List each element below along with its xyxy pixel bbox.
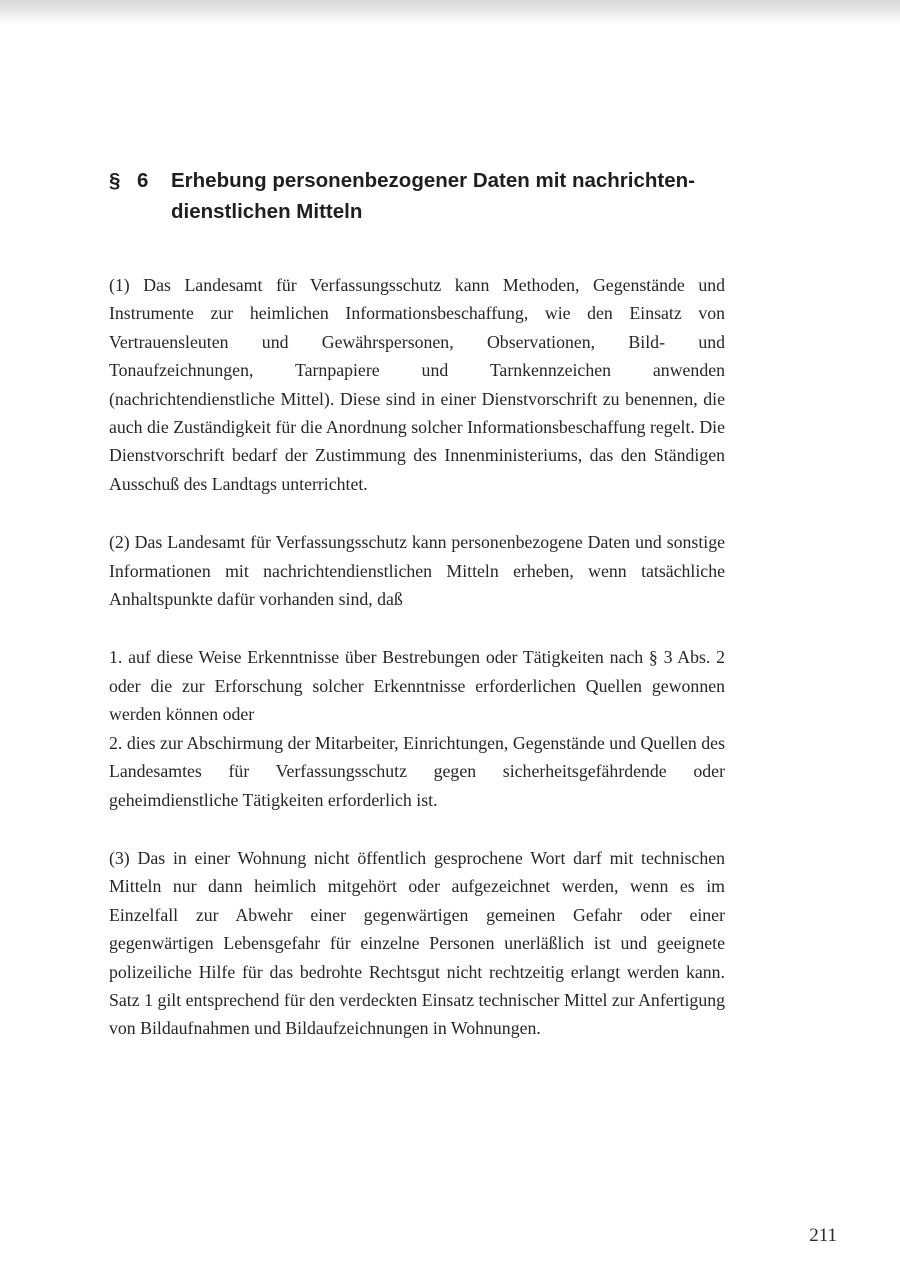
- list-item-1: 1. auf diese Weise Erkenntnisse über Bestrebungen oder Tätigkeiten nach § 3 Abs. 2 oder die zur Erforschung solcher Erkenntnisse erforderlichen Quellen gewonnen werden können oder: [109, 647, 725, 725]
- section-title: Erhebung personenbezogener Daten mit nachrichtendienstlichen Mitteln: [171, 169, 695, 223]
- section-symbol: §: [109, 169, 121, 192]
- section-number: 6: [137, 169, 149, 192]
- scan-top-edge: [0, 0, 900, 24]
- paragraph-2: (2) Das Landesamt für Verfassungsschutz kann personenbezogene Daten und sonstige Informationen mit nachrichtendienstlichen Mitteln erheben, wenn tatsächliche Anhaltspunkte dafür vorhanden sind, daß: [109, 532, 725, 610]
- section-heading: [109, 165, 725, 227]
- paragraph-1: (1) Das Landesamt für Verfassungsschutz kann Methoden, Gegenstände und Instrumente zur heimlichen Informationsbeschaffung, wie den Einsatz von Vertrauensleuten und Gewährspersonen, Observationen, Bild- und Tonaufzeichnungen, Tarnpapiere und Tarnkennzeichen anwenden (nachrichtendienstliche Mittel). Diese sind in einer Dienstvorschrift zu benennen, die auch die Zuständigkeit für die Anordnung solcher Informationsbeschaffung regelt. Die Dienstvorschrift bedarf der Zustimmung des Innenministeriums, das den Ständigen Ausschuß des Landtags unterrichtet.: [109, 275, 725, 494]
- page-number: 211: [809, 1225, 837, 1246]
- paragraph-3: (3) Das in einer Wohnung nicht öffentlich gesprochene Wort darf mit technischen Mitteln nur dann heimlich mitgehört oder aufgezeichnet werden, wenn es im Einzelfall zur Abwehr einer gegenwärtigen gemeinen Gefahr oder einer gegenwärtigen Lebensgefahr für einzelne Personen unerläßlich ist und geeignete polizeiliche Hilfe für das bedrohte Rechtsgut nicht rechtzeitig erlangt werden kann. Satz 1 gilt entsprechend für den verdeckten Einsatz technischer Mittel zur Anfertigung von Bildaufnahmen und Bildaufzeichnungen in Wohnungen.: [109, 847, 725, 1039]
- condition-list: [109, 643, 725, 813]
- document-body: [109, 165, 725, 1043]
- list-item-2: 2. dies zur Abschirmung der Mitarbeiter, Einrichtungen, Gegenstände und Quellen des Landesamtes für Verfassungsschutz gegen sicherheitsgefährdende oder geheimdienstliche Tätigkeiten erforderlich ist.: [109, 732, 725, 810]
